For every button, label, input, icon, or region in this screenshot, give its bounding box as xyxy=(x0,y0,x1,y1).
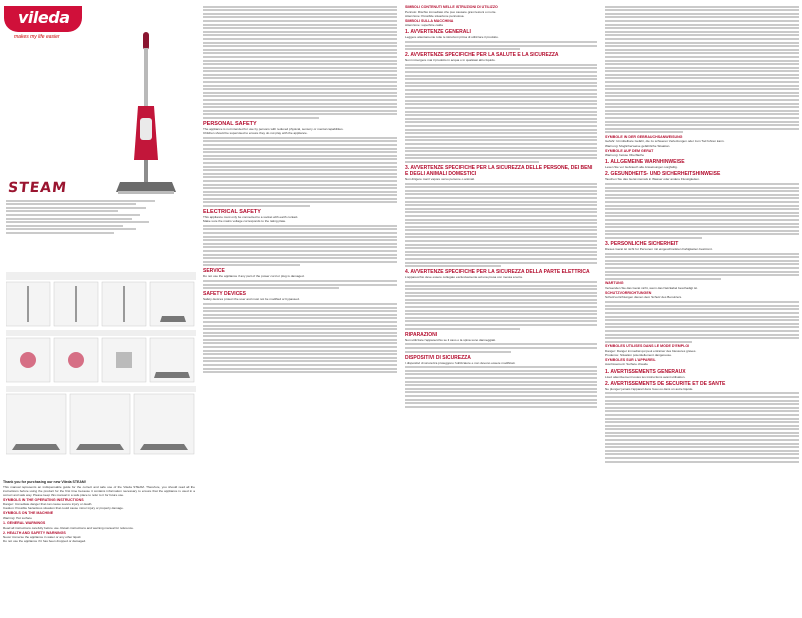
section-heading: SERVICE xyxy=(203,268,225,275)
section-text: Read all instructions carefully before use. Retain instructions and warning manual for reference. xyxy=(3,525,134,530)
column-italian xyxy=(402,0,600,618)
section-heading: ELECTRICAL SAFETY xyxy=(203,209,261,216)
water-tank xyxy=(140,118,152,140)
section-text: Dieses Gerat ist nicht fur Personen mit eingeschrankten Fahigkeiten bestimmt. xyxy=(605,246,713,251)
section-text: Verwenden Sie das Gerat nicht, wenn das Netzkabel beschadigt ist. xyxy=(605,285,698,290)
section-text: Pericolo: Rischio immediato che puo causare gravi lesioni o morte. xyxy=(405,9,497,14)
section-heading: 1. AVERTISSEMENTS GENERAUX xyxy=(605,368,686,375)
section-heading: 1. ALLGEMEINE WARNHINWEISE xyxy=(605,159,685,166)
section-heading: SAFETY DEVICES xyxy=(203,291,246,298)
section-heading: 3. AVVERTENZE SPECIFICHE PER LA SICUREZZA DELLE PERSONE, DEI BENI E DEGLI ANIMALI DOMESTICI xyxy=(405,164,593,177)
section-text: Make sure the mains voltage corresponds to the rating plate. xyxy=(203,219,287,224)
section-text: Schutzvorrichtungen dienen dem Schutz des Benutzers. xyxy=(605,295,683,300)
section-heading: SYMBOLS ON THE MACHINE xyxy=(3,511,54,516)
logo-tagline: makes my life easier xyxy=(14,34,60,40)
section-text: Caution: Possible hazardous situation that could cause minor injury or property damage. xyxy=(3,506,124,511)
section-text: Danger: Danger immediat qui peut entrainer des blessures graves. xyxy=(605,348,697,353)
section-text: Do not use the appliance if it has been dropped or damaged. xyxy=(3,539,87,544)
section-text: I dispositivi di sicurezza proteggono l'utilizzatore e non devono essere modificati. xyxy=(405,360,516,365)
logo-wordmark: vileda xyxy=(18,8,70,27)
lower-neck xyxy=(144,160,148,182)
section-text: Ne plongez jamais l'appareil dans l'eau ou dans un autre liquide. xyxy=(605,386,694,391)
section-heading: DISPOSITIVI DI SICUREZZA xyxy=(405,354,471,361)
section-text: Avertissement: Surface chaude xyxy=(605,362,648,367)
handle-pole xyxy=(144,48,148,108)
product-name: STEAM xyxy=(7,180,68,196)
parts-list xyxy=(6,198,192,270)
section-text: Non dirigere mai il vapore verso persone o animali. xyxy=(405,176,475,181)
section-text: Safety devices protect the user and must not be modified or bypassed. xyxy=(203,297,300,302)
section-text: Never immerse the appliance in water or any other liquid. xyxy=(3,535,82,540)
section-heading: 3. PERSONLICHE SICHERHEIT xyxy=(605,240,679,247)
section-heading: 2. AVVERTENZE SPECIFICHE PER LA SALUTE E LA SICUREZZA xyxy=(405,52,559,59)
italian-text xyxy=(402,0,600,618)
column-english-safety xyxy=(200,0,400,618)
floor-head xyxy=(116,182,176,192)
section-text: Lisez attentivement toutes les instructions avant utilisation. xyxy=(605,374,686,379)
assembly-figures xyxy=(6,272,196,472)
section-heading: 1. AVVERTENZE GENERALI xyxy=(405,29,471,36)
section-text: Tauchen Sie das Gerat niemals in Wasser oder andere Flussigkeiten. xyxy=(605,177,700,182)
section-text: Prudence: Situation potentiellement dangereuse. xyxy=(605,352,672,357)
section-heading: SYMBOLE IN DER GEBRAUCHSANWEISUNG xyxy=(605,134,683,139)
section-heading: SIMBOLI SULLA MACCHINA xyxy=(405,18,454,23)
section-heading: 4. AVVERTENZE SPECIFICHE PER LA SICUREZZA DELLA PARTE ELETTRICA xyxy=(405,269,590,276)
section-heading: SYMBOLS IN THE OPERATING INSTRUCTIONS xyxy=(3,497,84,502)
english-intro-text xyxy=(0,476,198,618)
handle-grip xyxy=(143,32,149,50)
section-text: Non immergere mai il prodotto in acqua o in qualsiasi altro liquido. xyxy=(405,58,496,63)
section-text: This appliance must only be connected to a socket with earth contact. xyxy=(203,215,299,220)
section-text: The appliance is not intended for use by persons with reduced physical, sensory or mental capabilities. xyxy=(203,127,344,131)
column-german-french xyxy=(602,0,802,618)
section-text: Attenzione: superficie calda xyxy=(405,23,443,28)
section-text: Attenzione: Possibile situazione pericolosa. xyxy=(405,13,465,18)
intro-paragraph: This manual represents an indispensable guide for the correct and safe use of the Vileda STEAM. Therefore, you should read all the instructions before using the product for the first time because it contains information necessary to ensure that the appliance is used in a correct and safe way. Please keep this manual in a safe place to refer to it for future use. xyxy=(3,484,195,497)
english-safety-text xyxy=(200,0,400,618)
section-text: Danger: Immediate danger that can cause severe injury or death. xyxy=(3,502,93,507)
section-text: Do not use the appliance if any part of the power cord or plug is damaged. xyxy=(203,274,305,279)
assembly-steps-svg xyxy=(6,272,196,472)
section-text: Warnung: heisse Oberflache xyxy=(605,153,645,158)
german-french-text xyxy=(602,0,802,618)
section-heading: 1. GENERAL WARNINGS xyxy=(3,521,46,526)
section-heading: SYMBOLES SUR L'APPAREIL xyxy=(605,357,656,362)
section-text: Children should be supervised to ensure they do not play with the appliance. xyxy=(203,131,308,136)
thank-you-line: Thank you for purchasing our new Vileda STEAM! xyxy=(3,480,86,484)
section-heading: RIPARAZIONI xyxy=(405,331,438,338)
floor-pad xyxy=(118,191,174,194)
section-heading: SIMBOLI CONTENUTI NELLE ISTRUZIONI DI UTILIZZO xyxy=(405,5,498,9)
section-heading: 2. AVERTISSEMENTS DE SECURITE ET DE SANTE xyxy=(605,380,726,387)
section-text: Warning: Hot surface xyxy=(3,515,32,520)
section-heading: 2. GESUNDHEITS- UND SICHERHEITSHINWEISE xyxy=(605,171,721,178)
section-heading: SCHUTZVORRICHTUNGEN xyxy=(605,290,652,295)
section-heading: SYMBOLE AUF DEM GERAT xyxy=(605,148,654,153)
section-heading: PERSONAL SAFETY xyxy=(203,121,257,127)
section-text: Lesen Sie vor Gebrauch alle Anweisungen sorgfaltig. xyxy=(605,165,678,170)
section-text: Gefahr: Unmittelbare Gefahr, die zu schweren Verletzungen oder zum Tod fuhren kann. xyxy=(605,139,725,144)
section-text: L'apparecchio deve essere collegato esclusivamente ad una presa con messa a terra. xyxy=(405,275,523,280)
section-text: Non utilizzare l'apparecchio se il cavo o la spina sono danneggiati. xyxy=(405,337,496,342)
section-heading: SYMBOLES UTILISES DANS LE MODE D'EMPLOI xyxy=(605,344,690,349)
section-heading: 2. HEALTH AND SAFETY WARNINGS xyxy=(3,530,66,535)
section-text: Warnung: Moglicherweise gefahrliche Situation. xyxy=(605,143,671,148)
steam-mop-illustration xyxy=(110,30,180,205)
section-text: Leggere attentamente tutte le istruzioni prima di utilizzare il prodotto. xyxy=(405,35,499,40)
section-heading: WARTUNG xyxy=(605,281,624,286)
brand-logo xyxy=(4,6,84,56)
column-english-cover xyxy=(0,0,198,618)
